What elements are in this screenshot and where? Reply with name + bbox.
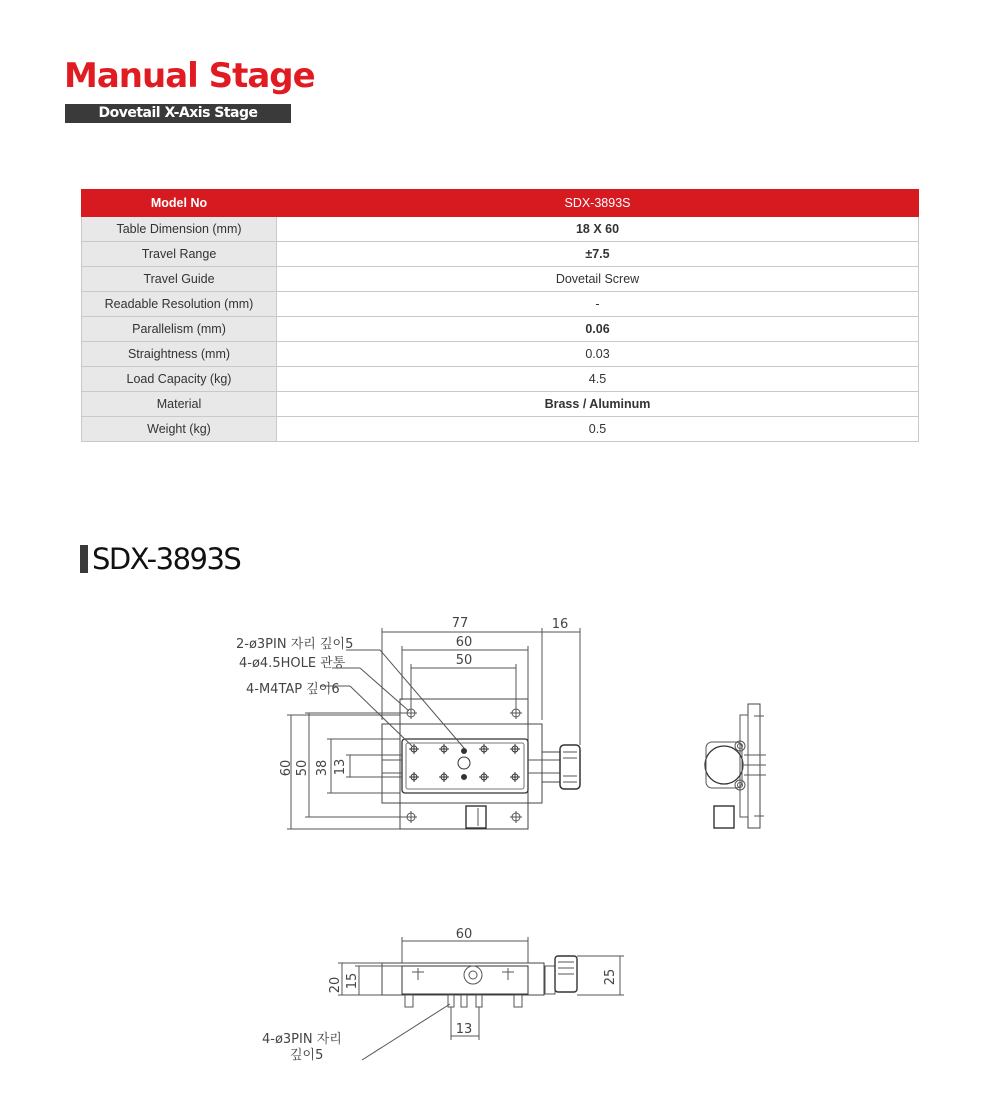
dim-60-label: 60 xyxy=(455,635,473,650)
subtitle-banner: Dovetail X-Axis Stage xyxy=(65,104,291,123)
front-note-line2: 깊이5 xyxy=(290,1048,324,1063)
row-value: - xyxy=(277,292,919,317)
row-label: Travel Guide xyxy=(82,267,277,292)
row-value: 0.5 xyxy=(277,417,919,442)
dim-16-label: 16 xyxy=(551,617,569,632)
row-label: Material xyxy=(82,392,277,417)
note-tap-label: 4-M4TAP 깊이6 xyxy=(246,682,340,697)
row-label: Parallelism (mm) xyxy=(82,317,277,342)
row-label: Table Dimension (mm) xyxy=(82,217,277,242)
row-value: 0.06 xyxy=(277,317,919,342)
row-label: Readable Resolution (mm) xyxy=(82,292,277,317)
row-label: Travel Range xyxy=(82,242,277,267)
row-label: Weight (kg) xyxy=(82,417,277,442)
front-dim-25-label: 25 xyxy=(603,968,618,986)
row-value: ±7.5 xyxy=(277,242,919,267)
front-view xyxy=(338,937,624,1060)
front-dim-20-label: 20 xyxy=(328,976,343,994)
row-value: 4.5 xyxy=(277,367,919,392)
side-view xyxy=(705,704,766,828)
front-dim-60-label: 60 xyxy=(455,927,473,942)
note-pin-label: 2-ø3PIN 자리 깊이5 xyxy=(236,637,354,652)
header-value: SDX-3893S xyxy=(277,190,919,217)
row-label: Straightness (mm) xyxy=(82,342,277,367)
row-value: Dovetail Screw xyxy=(277,267,919,292)
header-label: Model No xyxy=(82,190,277,217)
front-dim-13-label: 13 xyxy=(455,1022,473,1037)
front-dim-15-label: 15 xyxy=(345,972,360,990)
note-hole-label: 4-ø4.5HOLE 관통 xyxy=(239,656,346,671)
front-note-line1: 4-ø3PIN 자리 xyxy=(262,1032,342,1047)
page-title: Manual Stage xyxy=(64,56,315,96)
row-value: 0.03 xyxy=(277,342,919,367)
dim-50-label: 50 xyxy=(455,653,473,668)
model-heading-text: SDX-3893S xyxy=(92,542,241,576)
dim-left-38-label: 38 xyxy=(315,759,330,777)
row-label: Load Capacity (kg) xyxy=(82,367,277,392)
row-value: 18 X 60 xyxy=(277,217,919,242)
dim-77-label: 77 xyxy=(451,616,469,631)
dim-left-50-label: 50 xyxy=(295,759,310,777)
dim-left-60-label: 60 xyxy=(279,759,294,777)
dim-left-13-label: 13 xyxy=(333,758,348,776)
row-value: Brass / Aluminum xyxy=(277,392,919,417)
